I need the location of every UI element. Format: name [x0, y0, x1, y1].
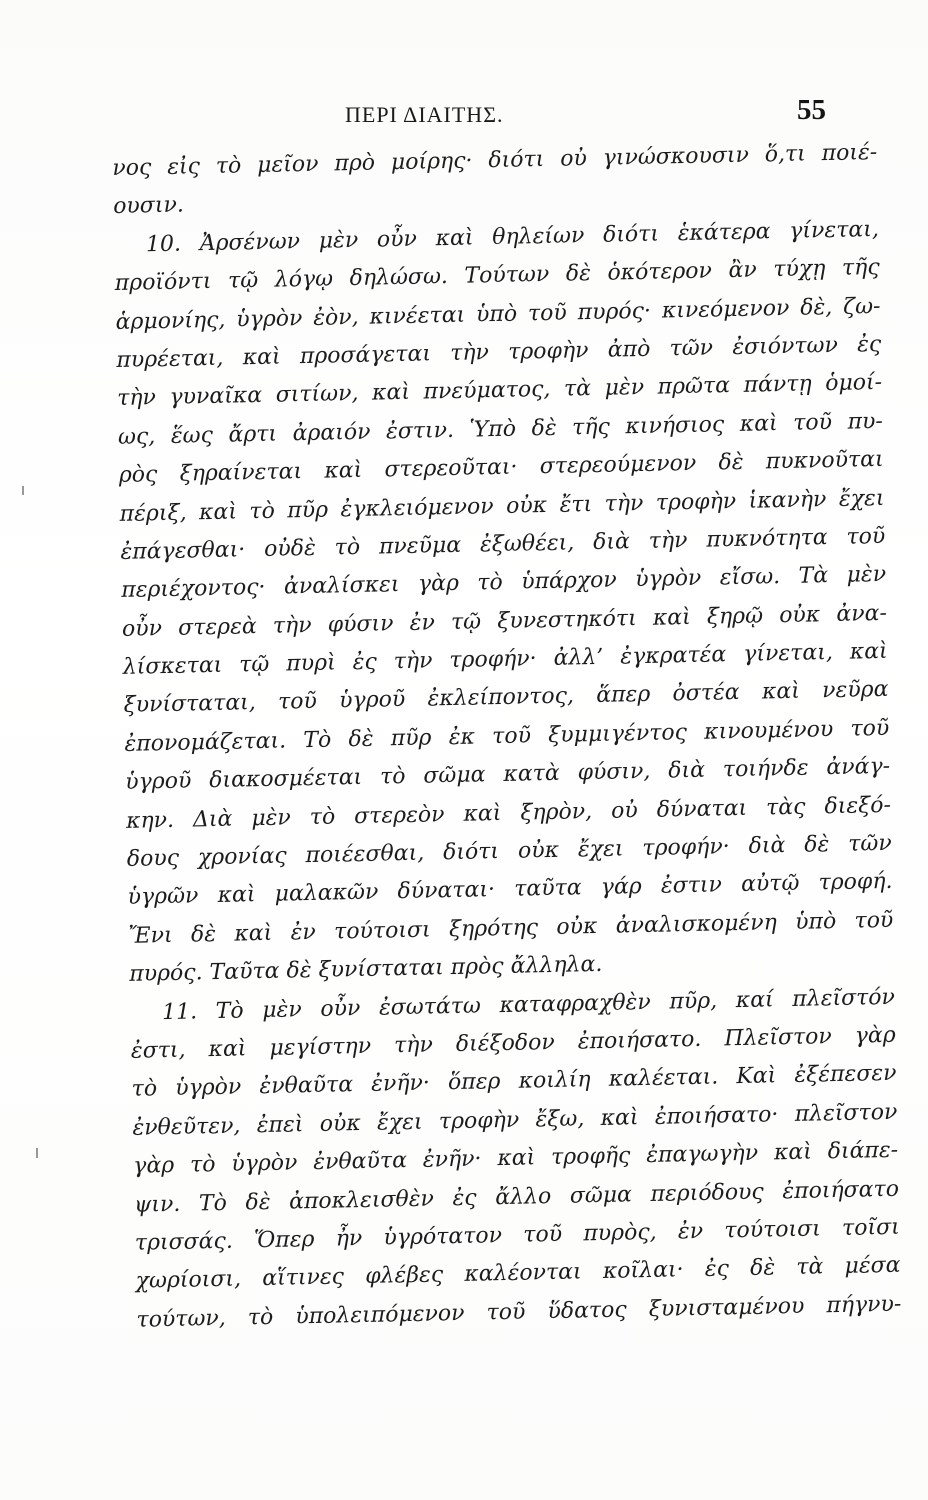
text-line: δους χρονίας ποιέεσθαι, διότι οὐκ ἔχει τροφήν· διὰ δὲ τῶν	[126, 830, 892, 872]
text-line: ὑγρῶν καὶ μαλακῶν δύναται· ταῦτα γάρ ἐστιν αὐτῷ τροφή.	[127, 869, 893, 911]
text-line: ρὸς ξηραίνεται καὶ στερεοῦται· στερεούμενον δὲ πυκνοῦται	[118, 447, 884, 489]
text-line: πυρέεται, καὶ προσάγεται τὴν τροφὴν ἀπὸ τῶν ἐσιόντων ἐς	[116, 331, 882, 373]
text-line: ὑγροῦ διακοσμέεται τὸ σῶμα κατὰ φύσιν, διὰ τοιήνδε ἀνάγ-	[124, 754, 891, 796]
text-line: λίσκεται τῷ πυρὶ ἐς τὴν τροφήν· ἀλλ’ ἐγκρατέα γίνεται, καὶ	[122, 638, 888, 680]
margin-tick-mark	[22, 486, 24, 495]
page-header	[0, 92, 928, 132]
text-line: πέριξ, καὶ τὸ πῦρ ἐγκλειόμενον οὐκ ἔτι τὴν τροφὴν ἱκανὴν ἔχει	[119, 485, 885, 527]
text-line: Ἔνι δὲ καὶ ἐν τούτοισι ξηρότης οὐκ ἀναλισκομένη ὑπὸ τοῦ	[128, 907, 894, 949]
text-line: προϊόντι τῷ λόγῳ δηλώσω. Τούτων δὲ ὁκότερον ἂν τύχῃ τῆς	[114, 255, 880, 297]
text-line: τὸ ὑγρὸν ἐνθαῦτα ἐνῆν· ὅπερ κοιλίη καλέεται. Καὶ ἐξέπεσεν	[131, 1061, 897, 1103]
margin-tick-mark	[36, 1148, 38, 1158]
body-text	[112, 134, 902, 1340]
text-line: χωρίοισι, αἵτινες φλέβες καλέονται κοῖλαι· ἐς δὲ τὰ μέσα	[135, 1253, 901, 1295]
text-line: ἐστι, καὶ μεγίστην τὴν διέξοδον ἐποιήσατο. Πλεῖστον γὰρ	[130, 1022, 896, 1064]
text-line: νος εἰς τὸ μεῖον πρὸ μοίρης· διότι οὐ γινώσκουσιν ὅ,τι ποιέ-	[112, 139, 878, 181]
text-line: ως, ἕως ἄρτι ἀραιόν ἐστιν. Ὑπὸ δὲ τῆς κινήσιος καὶ τοῦ πυ-	[117, 408, 884, 450]
text-line: οὖν στερεὰ τὴν φύσιν ἐν τῷ ξυνεστηκότι καὶ ξηρῷ οὐκ ἀνα-	[121, 600, 888, 642]
text-line: ουσιν.	[112, 192, 185, 220]
running-head: ΠΕΡΙ ΔΙΑΙΤΗΣ.	[345, 102, 504, 127]
page-number: 55	[797, 94, 826, 126]
text-line: τρισσάς. Ὅπερ ἦν ὑγρότατον τοῦ πυρὸς, ἐν τούτοισι τοῖσι	[134, 1214, 900, 1256]
text-line: τὴν γυναῖκα σιτίων, καὶ πνεύματος, τὰ μὲν πρῶτα πάντῃ ὁμοί-	[116, 370, 883, 412]
text-line: ἐπάγεσθαι· οὐδὲ τὸ πνεῦμα ἐξωθέει, διὰ τὴν πυκνότητα τοῦ	[120, 523, 886, 565]
text-line: πυρός. Ταῦτα δὲ ξυνίσταται πρὸς ἄλληλα.	[129, 952, 603, 988]
text-line: ψιν. Τὸ δὲ ἀποκλεισθὲν ἐς ἄλλο σῶμα περιόδους ἐποιήσατο	[133, 1176, 900, 1218]
text-line: ἁρμονίης, ὑγρὸν ἐὸν, κινέεται ὑπὸ τοῦ πυρός· κινεόμενον δὲ, ζω-	[115, 293, 881, 335]
text-line: γὰρ τὸ ὑγρὸν ἐνθαῦτα ἐνῆν· καὶ τροφῆς ἐπαγωγὴν καὶ διάπε-	[133, 1137, 899, 1179]
text-line: 11. Τὸ μὲν οὖν ἐσωτάτω καταφραχθὲν πῦρ, καί πλεῖστόν	[161, 984, 896, 1025]
text-line: τούτων, τὸ ὑπολειπόμενον τοῦ ὕδατος ξυνισταμένου πήγνυ-	[136, 1291, 902, 1333]
text-line: ξυνίσταται, τοῦ ὑγροῦ ἐκλείποντος, ἅπερ ὀστέα καὶ νεῦρα	[123, 677, 889, 719]
text-line: ἐνθεῦτεν, ἐπεὶ οὐκ ἔχει τροφὴν ἔξω, καὶ ἐποιήσατο· πλεῖστον	[132, 1099, 898, 1141]
text-line: 10. Ἀρσένων μὲν οὖν καὶ θηλείων διότι ἑκάτερα γίνεται,	[145, 216, 880, 258]
text-line: ἐπονομάζεται. Τὸ δὲ πῦρ ἐκ τοῦ ξυμμιγέντος κινουμένου τοῦ	[124, 715, 890, 757]
text-line: κην. Διὰ μὲν τὸ στερεὸν καὶ ξηρὸν, οὐ δύναται τὰς διεξό-	[125, 792, 892, 834]
text-line: περιέχοντος· ἀναλίσκει γὰρ τὸ ὑπάρχον ὑγρὸν εἴσω. Τὰ μὲν	[120, 562, 887, 604]
